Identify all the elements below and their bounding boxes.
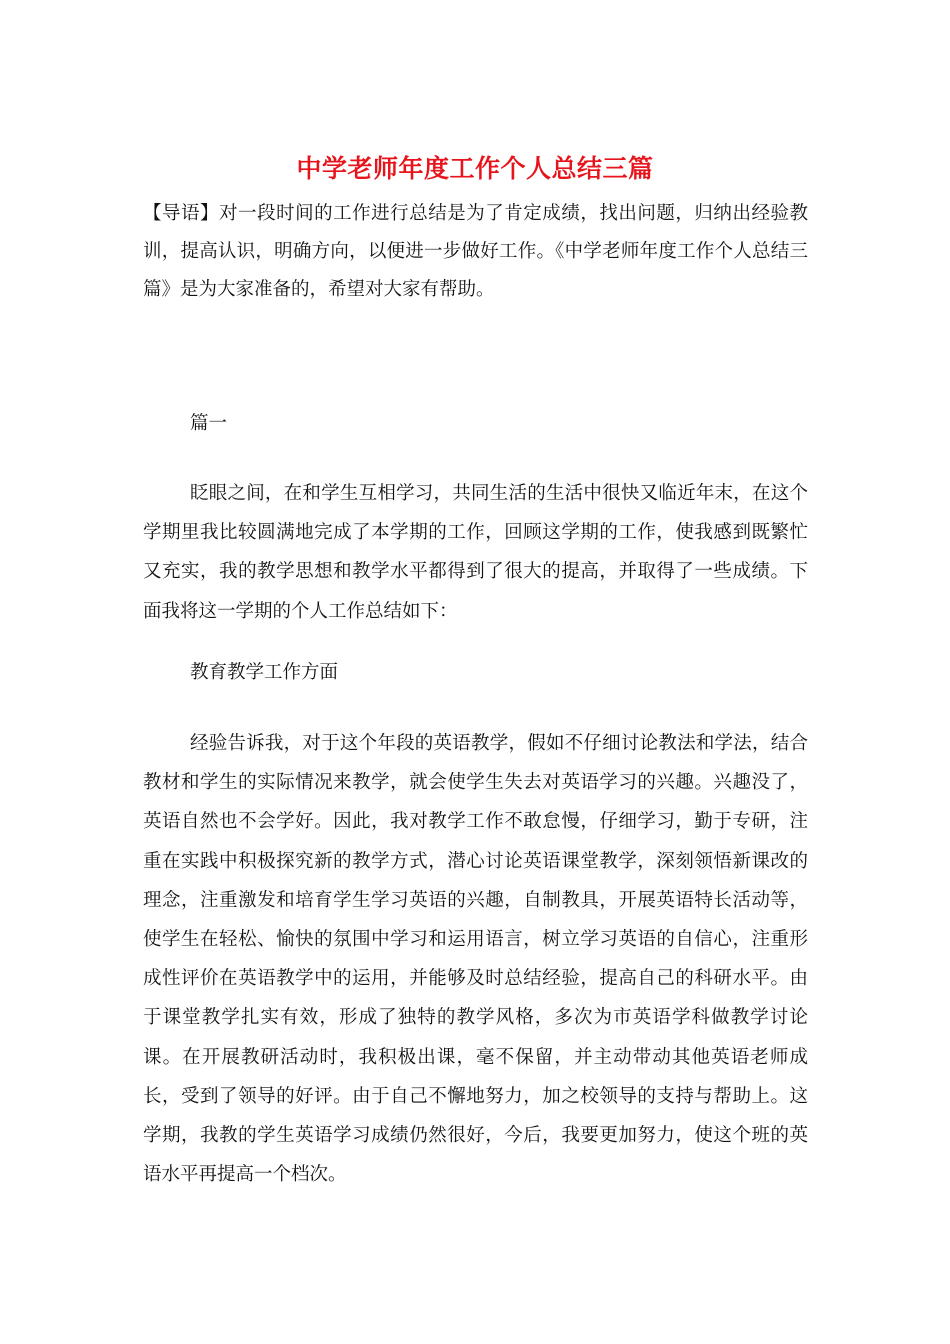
- document-title: 中学老师年度工作个人总结三篇: [296, 154, 654, 183]
- section-label: 篇一: [190, 413, 228, 434]
- body-paragraph-2: 经验告诉我，对于这个年段的英语教学，假如不仔细讨论教法和学法，结合教材和学生的实际情况来教学，就会使学生失去对英语学习的兴趣。兴趣没了，英语自然也不会学好。因此，我对教学工作不敢怠慢，仔细学习，勤于专研，注重在实践中积极探究新的教学方式，潜心讨论英语课堂教学，深刻领悟新课改的理念，注重激发和培育学生学习英语的兴趣，自制教具，开展英语特长活动等，使学生在轻松、愉快的氛围中学习和运用语言，树立学习英语的自信心，注重形成性评价在英语教学中的运用，并能够及时总结经验，提高自己的科研水平。由于课堂教学扎实有效，形成了独特的教学风格，多次为市英语学科做教学讨论课。在开展教研活动时，我积极出课，毫不保留，并主动带动其他英语老师成长，受到了领导的好评。由于自己不懈地努力，加之校领导的支持与帮助上。这学期，我教的学生英语学习成绩仍然很好，今后，我要更加努力，使这个班的英语水平再提高一个档次。: [143, 733, 808, 1186]
- body-paragraph-1: 眨眼之间，在和学生互相学习，共同生活的生活中很快又临近年末，在这个学期里我比较圆满地完成了本学期的工作，回顾这学期的工作，使我感到既繁忙又充实，我的教学思想和教学水平都得到了很大的提高，并取得了一些成绩。下面我将这一学期的个人工作总结如下：: [143, 483, 808, 622]
- intro-paragraph: 【导语】对一段时间的工作进行总结是为了肯定成绩，找出问题，归纳出经验教训，提高认识，明确方向，以便进一步做好工作。《中学老师年度工作个人总结三篇》是为大家准备的，希望对大家有帮助。: [143, 203, 808, 300]
- subheading: 教育教学工作方面: [190, 662, 339, 683]
